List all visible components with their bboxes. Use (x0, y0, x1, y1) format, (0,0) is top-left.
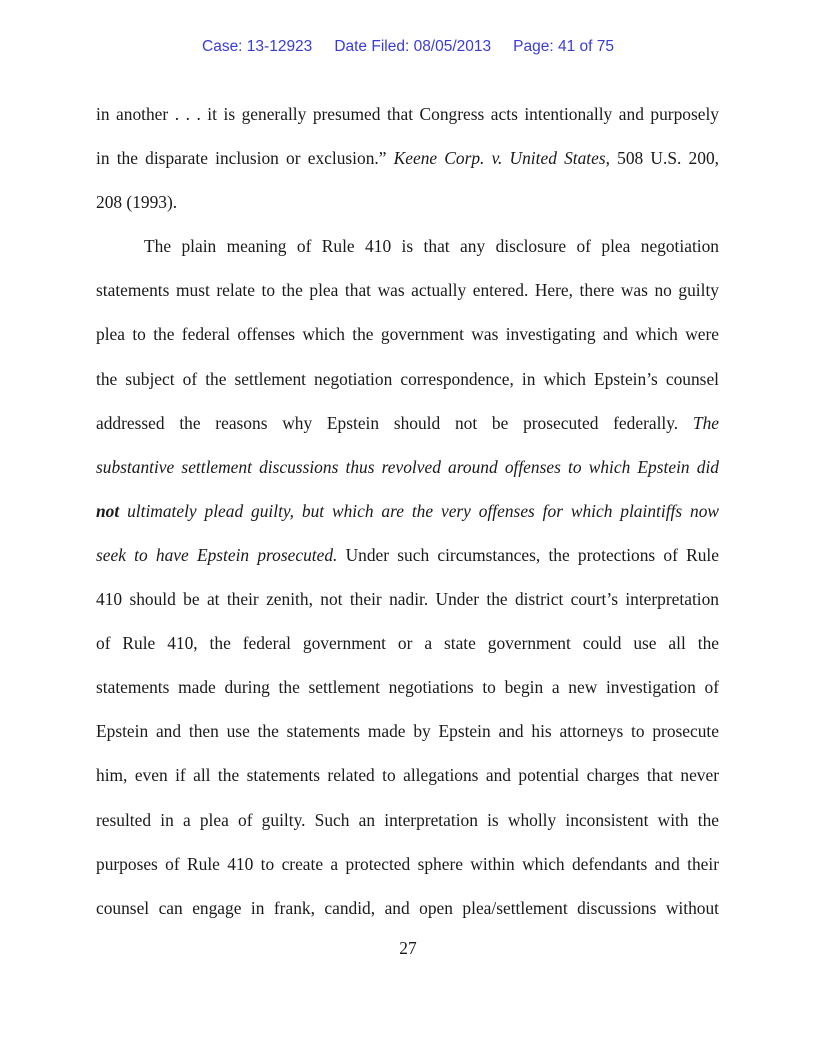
text-line: him, even if all the statements related to allegations and potential charges that never (96, 765, 719, 786)
text-line: 410 should be at their zenith, not their nadir. Under the district court’s interpretation (96, 589, 719, 610)
text-line: The plain meaning of Rule 410 is that any disclosure of plea negotiation (144, 236, 719, 257)
text-line: in the disparate inclusion or exclusion.” Keene Corp. v. United States, 508 U.S. 200, (96, 148, 719, 169)
document-body (96, 92, 719, 930)
page-count: Page: 41 of 75 (513, 38, 614, 55)
text-line: counsel can engage in frank, candid, and open plea/settlement discussions without (96, 897, 719, 918)
text-line: plea to the federal offenses which the government was investigating and which were (96, 324, 719, 345)
text-line: purposes of Rule 410 to create a protected sphere within which defendants and their (96, 853, 719, 874)
text-line: statements must relate to the plea that was actually entered. Here, there was no guilty (96, 280, 719, 301)
paragraph-rule-410 (96, 224, 719, 930)
text-line: resulted in a plea of guilty. Such an interpretation is wholly inconsistent with the (96, 809, 719, 830)
text-line: Epstein and then use the statements made by Epstein and his attorneys to prosecute (96, 721, 719, 742)
date-filed: Date Filed: 08/05/2013 (334, 38, 492, 55)
emphasis-not: not (96, 500, 120, 521)
text-line: the subject of the settlement negotiation correspondence, in which Epstein’s counsel (96, 368, 719, 389)
text-line: of Rule 410, the federal government or a state government could use all the (96, 633, 719, 654)
case-number: Case: 13-12923 (202, 38, 313, 55)
case-citation: Keene Corp. v. United States (393, 148, 606, 169)
text-line: substantive settlement discussions thus revolved around offenses to which Epstein did (96, 456, 719, 477)
text-line: seek to have Epstein prosecuted. Under such circumstances, the protections of Rule (96, 544, 719, 565)
text-line: statements made during the settlement negotiations to begin a new investigation of (96, 677, 719, 698)
text-line: not ultimately plead guilty, but which are the very offenses for which plaintiffs now (96, 500, 719, 521)
text-line: addressed the reasons why Epstein should not be prosecuted federally. The (96, 412, 719, 433)
paragraph-continued (96, 92, 719, 224)
page-number: 27 (399, 938, 417, 958)
text-line: 208 (1993). (96, 192, 178, 213)
text-line: in another . . . it is generally presumed that Congress acts intentionally and purposely (96, 104, 719, 124)
filing-header (0, 38, 816, 56)
